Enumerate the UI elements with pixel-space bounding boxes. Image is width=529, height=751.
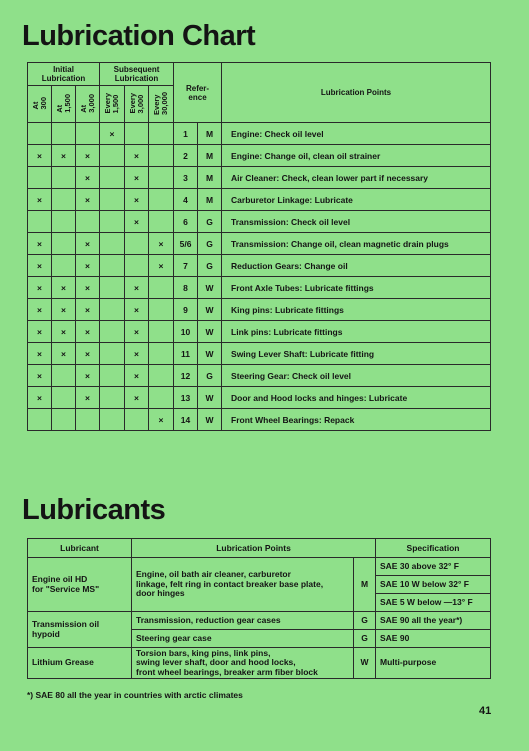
interval-mark-cell [76,409,100,431]
interval-mark-cell: × [28,321,52,343]
reference-number: 10 [174,321,198,343]
lubrication-point: Air Cleaner: Check, clean lower part if necessary [222,167,491,189]
interval-mark-cell: × [28,387,52,409]
interval-mark-cell [100,321,125,343]
lubrication-point: Door and Hood locks and hinges: Lubricate [222,387,491,409]
engine-spec-1: SAE 30 above 32° F [376,558,491,576]
lubricants-title: Lubricants [22,494,166,526]
interval-mark-cell [52,211,76,233]
lubricant-code: W [198,321,222,343]
reference-number: 1 [174,123,198,145]
interval-mark-cell: × [125,167,149,189]
interval-mark-cell: × [76,365,100,387]
interval-mark-cell: × [28,365,52,387]
interval-mark-cell [149,321,174,343]
interval-mark-cell [100,343,125,365]
interval-mark-cell: × [125,365,149,387]
interval-mark-cell [52,167,76,189]
interval-mark-cell [52,365,76,387]
interval-mark-cell: × [149,255,174,277]
initial-lubrication-header: Initial Lubrication [28,63,100,86]
reference-number: 14 [174,409,198,431]
interval-mark-cell [28,123,52,145]
lithium-grease-code: W [354,648,376,679]
lubricant-code: M [198,145,222,167]
interval-mark-cell [149,299,174,321]
interval-mark-cell [52,387,76,409]
interval-header [28,86,52,123]
footnote: *) SAE 80 all the year in countries with arctic climates [27,690,243,700]
interval-mark-cell: × [52,343,76,365]
chart-row [28,343,491,365]
interval-mark-cell [149,189,174,211]
interval-mark-cell [149,365,174,387]
interval-mark-cell [100,255,125,277]
interval-mark-cell [149,343,174,365]
interval-mark-cell: × [149,233,174,255]
reference-number: 11 [174,343,198,365]
interval-mark-cell [52,123,76,145]
lithium-grease-row [28,648,491,679]
interval-mark-cell [100,299,125,321]
lubrication-point: Reduction Gears: Change oil [222,255,491,277]
interval-mark-cell: × [125,343,149,365]
interval-mark-cell: × [76,321,100,343]
lub-points-header: Lubrication Points [132,539,376,558]
chart-row [28,299,491,321]
subsequent-lubrication-header: Subsequent Lubrication [100,63,174,86]
interval-label: Every 1,500 [103,92,121,114]
interval-header [149,86,174,123]
interval-mark-cell [52,409,76,431]
interval-mark-cell [28,167,52,189]
chart-header-row [28,63,491,86]
transmission-points: Transmission, reduction gear cases [132,612,354,630]
steering-code: G [354,630,376,648]
lubrication-points-header: Lubrication Points [222,63,491,123]
chart-row [28,211,491,233]
interval-mark-cell: × [52,145,76,167]
lubricant-code: G [198,255,222,277]
interval-mark-cell [100,211,125,233]
page-number: 41 [479,705,492,717]
chart-row [28,167,491,189]
interval-mark-cell [125,409,149,431]
reference-number: 9 [174,299,198,321]
interval-mark-cell [52,255,76,277]
interval-label: At 300 [30,96,48,110]
engine-spec-3: SAE 5 W below —13° F [376,594,491,612]
chart-row [28,387,491,409]
chart-body [28,123,491,431]
interval-header [100,86,125,123]
transmission-spec: SAE 90 all the year*) [376,612,491,630]
reference-number: 6 [174,211,198,233]
lubrication-point: Transmission: Change oil, clean magnetic drain plugs [222,233,491,255]
chart-row [28,277,491,299]
interval-header [76,86,100,123]
interval-mark-cell [149,167,174,189]
interval-mark-cell [125,123,149,145]
chart-row [28,233,491,255]
interval-mark-cell: × [28,189,52,211]
lubricant-code: G [198,365,222,387]
reference-number: 3 [174,167,198,189]
reference-number: 8 [174,277,198,299]
reference-number: 4 [174,189,198,211]
lubricant-code: M [198,167,222,189]
interval-mark-cell [28,211,52,233]
lubricant-header: Lubricant [28,539,132,558]
interval-mark-cell: × [76,387,100,409]
lubrication-point: Carburetor Linkage: Lubricate [222,189,491,211]
interval-mark-cell: × [76,343,100,365]
interval-mark-cell: × [28,255,52,277]
interval-mark-cell [149,145,174,167]
interval-mark-cell [100,189,125,211]
chart-row [28,321,491,343]
lubricant-code: W [198,409,222,431]
transmission-code: G [354,612,376,630]
steering-spec: SAE 90 [376,630,491,648]
lubricant-code: G [198,211,222,233]
interval-label: Every 30,000 [152,91,170,115]
chart-row [28,189,491,211]
interval-mark-cell [100,409,125,431]
reference-number: 13 [174,387,198,409]
lubricant-code: W [198,343,222,365]
chart-row [28,145,491,167]
interval-mark-cell [52,233,76,255]
interval-mark-cell: × [76,299,100,321]
interval-mark-cell [149,123,174,145]
lithium-grease-name: Lithium Grease [28,648,132,679]
interval-mark-cell: × [52,277,76,299]
interval-mark-cell: × [76,233,100,255]
interval-label: Every 3,000 [127,92,145,114]
lubrication-point: Front Axle Tubes: Lubricate fittings [222,277,491,299]
interval-mark-cell [149,211,174,233]
lithium-grease-spec: Multi-purpose [376,648,491,679]
reference-number: 12 [174,365,198,387]
lubrication-point: Engine: Check oil level [222,123,491,145]
steering-points: Steering gear case [132,630,354,648]
interval-mark-cell: × [125,145,149,167]
lubrication-point: Front Wheel Bearings: Repack [222,409,491,431]
interval-mark-cell: × [125,321,149,343]
interval-header [125,86,149,123]
engine-oil-points: Engine, oil bath air cleaner, carburetor linkage, felt ring in contact breaker base plate, door hinges [132,558,354,612]
engine-oil-name: Engine oil HD for "Service MS" [28,558,132,612]
reference-number: 2 [174,145,198,167]
lubrication-point: Link pins: Lubricate fittings [222,321,491,343]
interval-mark-cell: × [125,211,149,233]
lubricant-code: G [198,233,222,255]
interval-mark-cell: × [76,167,100,189]
specification-header: Specification [376,539,491,558]
interval-mark-cell [100,167,125,189]
lubricants-table [27,538,491,679]
interval-mark-cell: × [28,343,52,365]
engine-spec-2: SAE 10 W below 32° F [376,576,491,594]
interval-label: At 1,500 [54,93,72,113]
reference-header: Refer- ence [174,63,222,123]
interval-mark-cell: × [125,277,149,299]
interval-mark-cell: × [125,387,149,409]
engine-oil-code: M [354,558,376,612]
interval-mark-cell: × [149,409,174,431]
interval-mark-cell: × [28,277,52,299]
interval-mark-cell: × [76,189,100,211]
lubricant-code: M [198,123,222,145]
interval-mark-cell: × [28,299,52,321]
reference-number: 7 [174,255,198,277]
lubrication-point: King pins: Lubricate fittings [222,299,491,321]
lubricant-code: W [198,277,222,299]
lubricant-code: W [198,387,222,409]
interval-mark-cell: × [76,145,100,167]
transmission-oil-name: Transmission oil hypoid [28,612,132,648]
interval-mark-cell: × [76,277,100,299]
lubrication-chart-table [27,62,491,431]
interval-mark-cell [100,145,125,167]
chart-row [28,409,491,431]
chart-title: Lubrication Chart [22,20,256,52]
interval-mark-cell [76,123,100,145]
interval-mark-cell: × [100,123,125,145]
interval-mark-cell [52,189,76,211]
interval-header [52,86,76,123]
interval-mark-cell [149,277,174,299]
transmission-oil-row [28,612,491,630]
lubrication-point: Transmission: Check oil level [222,211,491,233]
lubrication-point: Steering Gear: Check oil level [222,365,491,387]
interval-mark-cell: × [125,189,149,211]
engine-oil-row [28,558,491,576]
lubrication-point: Swing Lever Shaft: Lubricate fitting [222,343,491,365]
interval-mark-cell: × [28,145,52,167]
interval-mark-cell [28,409,52,431]
lubricants-header-row [28,539,491,558]
lubricant-code: W [198,299,222,321]
interval-mark-cell: × [52,299,76,321]
interval-mark-cell [100,365,125,387]
interval-label: At 3,000 [78,93,96,113]
chart-row [28,365,491,387]
interval-mark-cell: × [125,299,149,321]
chart-row [28,123,491,145]
chart-row [28,255,491,277]
interval-mark-cell [149,387,174,409]
interval-mark-cell [100,277,125,299]
lubricant-code: M [198,189,222,211]
interval-mark-cell: × [76,255,100,277]
interval-mark-cell [76,211,100,233]
interval-mark-cell: × [28,233,52,255]
interval-mark-cell [100,233,125,255]
lubrication-point: Engine: Change oil, clean oil strainer [222,145,491,167]
interval-mark-cell [125,233,149,255]
lithium-grease-points: Torsion bars, king pins, link pins, swing lever shaft, door and hood locks, front wheel bearings, breaker arm fiber block [132,648,354,679]
reference-number: 5/6 [174,233,198,255]
interval-mark-cell [100,387,125,409]
interval-mark-cell [125,255,149,277]
interval-mark-cell: × [52,321,76,343]
